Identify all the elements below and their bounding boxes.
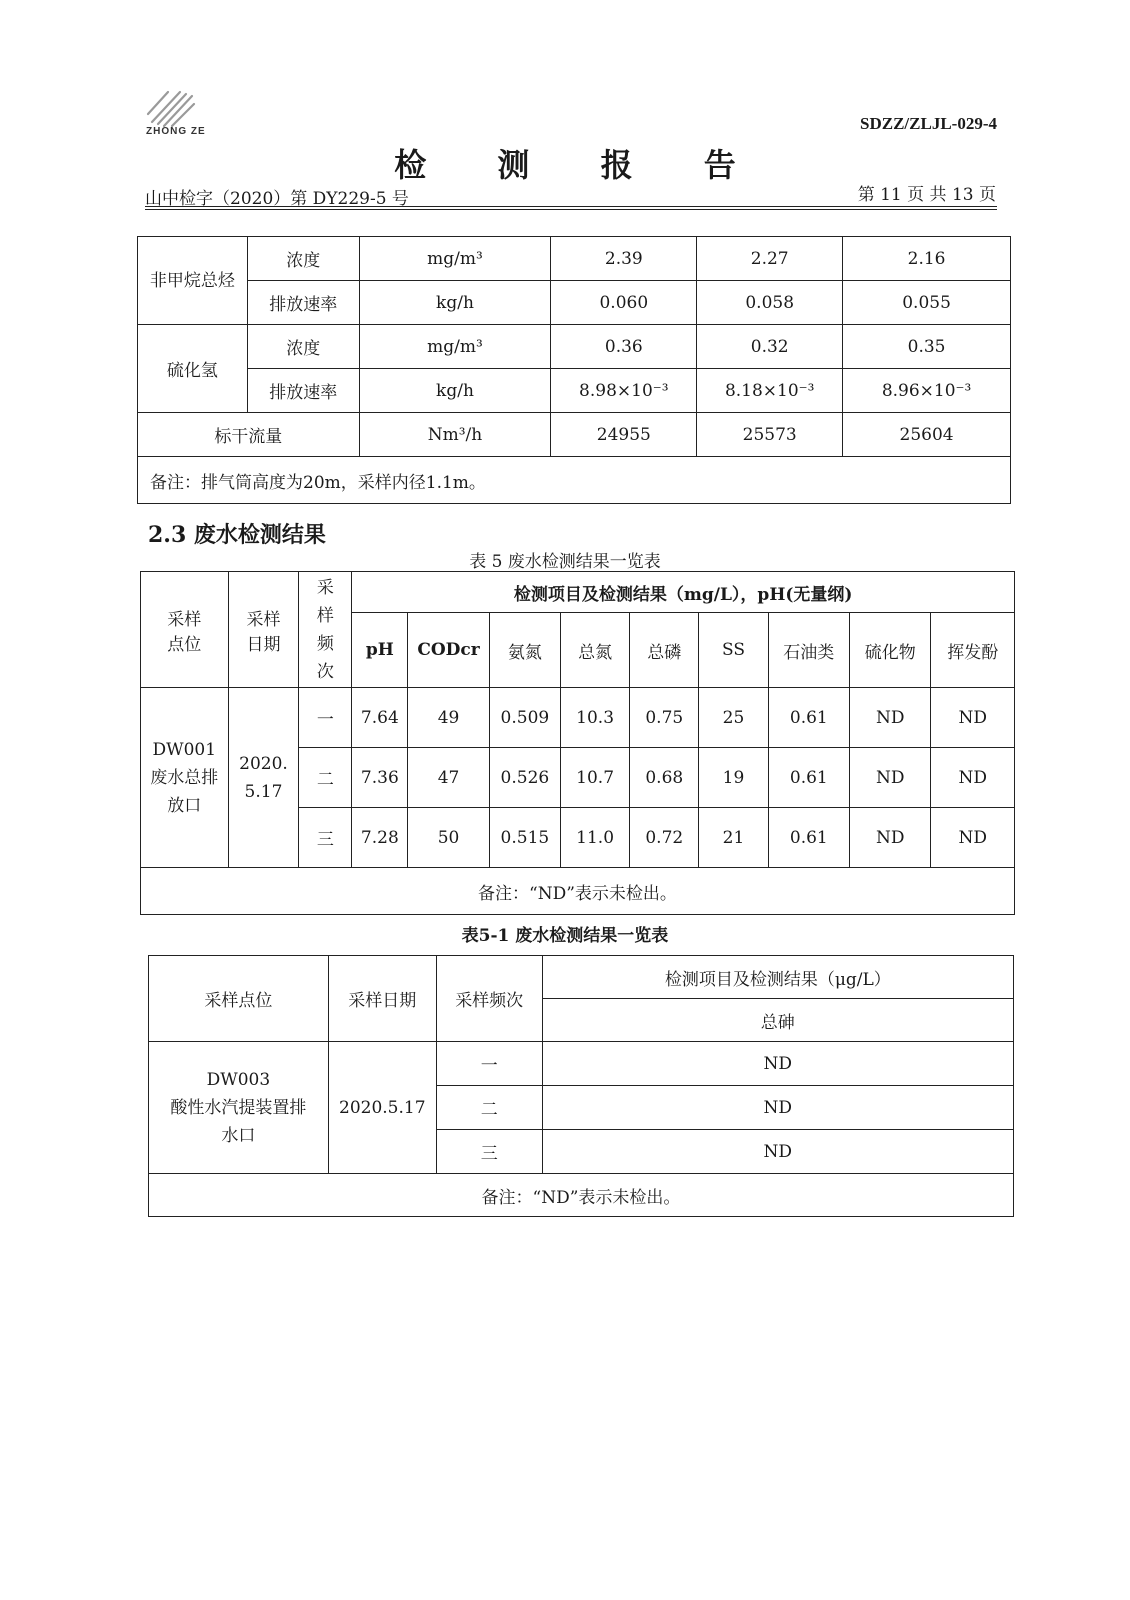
gas-results-table <box>137 236 1011 504</box>
table-note: 备注：“ND”表示未检出。 <box>141 868 1015 915</box>
header-cell: CODcr <box>408 613 489 688</box>
value-cell: 24955 <box>551 413 697 457</box>
value-cell: 2.27 <box>697 237 843 281</box>
value-cell: ND <box>931 688 1015 748</box>
table-row <box>138 457 1011 504</box>
value-cell: ND <box>542 1042 1013 1086</box>
value-cell: 49 <box>408 688 489 748</box>
value-cell: 2.16 <box>843 237 1011 281</box>
value-cell: ND <box>931 808 1015 868</box>
value-cell: ND <box>850 808 931 868</box>
header-cell: 采样日期 <box>228 572 299 688</box>
value-cell: ND <box>850 688 931 748</box>
header-cell: 采样频次 <box>299 572 352 688</box>
sample-date-cell: 2020.5.17 <box>328 1042 436 1174</box>
value-cell: 50 <box>408 808 489 868</box>
value-cell: ND <box>931 748 1015 808</box>
header-cell: 采样频次 <box>436 956 542 1042</box>
unit-cell: Nm³/h <box>359 413 551 457</box>
item-cell: 标干流量 <box>138 413 360 457</box>
freq-cell: 一 <box>436 1042 542 1086</box>
value-cell: 0.32 <box>697 325 843 369</box>
header-cell: 氨氮 <box>489 613 560 688</box>
table-row <box>138 237 1011 281</box>
header-cell: SS <box>699 613 768 688</box>
freq-cell: 二 <box>436 1086 542 1130</box>
value-cell: 7.28 <box>352 808 408 868</box>
table-row <box>138 413 1011 457</box>
table-header-row <box>141 572 1015 613</box>
header-cell: 采样点位 <box>149 956 329 1042</box>
table-row <box>149 1174 1014 1217</box>
table-row <box>141 688 1015 748</box>
header-cell: 总氮 <box>560 613 629 688</box>
header-cell: 硫化物 <box>850 613 931 688</box>
header-cell: 挥发酚 <box>931 613 1015 688</box>
sample-point-cell: DW001 废水总排放口 <box>141 688 229 868</box>
value-cell: 25604 <box>843 413 1011 457</box>
value-cell: 0.515 <box>489 808 560 868</box>
value-cell: 21 <box>699 808 768 868</box>
freq-cell: 三 <box>299 808 352 868</box>
header-cell: pH <box>352 613 408 688</box>
header-cell: 总砷 <box>542 999 1013 1042</box>
header-cell: 石油类 <box>768 613 849 688</box>
header-group-cell: 检测项目及检测结果（mg/L），pH(无量纲) <box>352 572 1015 613</box>
value-cell: 0.75 <box>630 688 699 748</box>
value-cell: 7.64 <box>352 688 408 748</box>
unit-cell: kg/h <box>359 281 551 325</box>
value-cell: 2.39 <box>551 237 697 281</box>
value-cell: 0.72 <box>630 808 699 868</box>
value-cell: ND <box>542 1130 1013 1174</box>
header-rule <box>145 206 997 207</box>
value-cell: 10.7 <box>560 748 629 808</box>
table-row <box>138 281 1011 325</box>
freq-cell: 三 <box>436 1130 542 1174</box>
value-cell: ND <box>850 748 931 808</box>
page-info: 第 11 页 共 13 页 <box>857 185 996 205</box>
table-header-row <box>149 956 1014 999</box>
value-cell: 25 <box>699 688 768 748</box>
table-row <box>138 369 1011 413</box>
value-cell: 0.61 <box>768 688 849 748</box>
arsenic-results-table <box>148 955 1014 1217</box>
value-cell: 0.61 <box>768 748 849 808</box>
value-cell: 8.98×10⁻³ <box>551 369 697 413</box>
item-cell: 非甲烷总烃 <box>138 237 248 325</box>
header-group-cell: 检测项目及检测结果（μg/L） <box>542 956 1013 999</box>
table-caption: 表 5 废水检测结果一览表 <box>469 552 661 572</box>
param-cell: 排放速率 <box>247 369 359 413</box>
document-number: SDZZ/ZLJL-029-4 <box>860 114 997 133</box>
header-rule <box>145 209 997 210</box>
value-cell: 19 <box>699 748 768 808</box>
section-title: 2.3 废水检测结果 <box>148 522 326 548</box>
value-cell: 0.526 <box>489 748 560 808</box>
sample-date-cell: 2020. 5.17 <box>228 688 299 868</box>
table-note: 备注：“ND”表示未检出。 <box>149 1174 1014 1217</box>
freq-cell: 一 <box>299 688 352 748</box>
report-title: 检 测 报 告 <box>394 146 766 184</box>
header-cell: 采样点位 <box>141 572 229 688</box>
value-cell: 0.61 <box>768 808 849 868</box>
param-cell: 浓度 <box>247 237 359 281</box>
value-cell: 8.18×10⁻³ <box>697 369 843 413</box>
wastewater-results-table <box>140 571 1015 915</box>
table-row <box>138 325 1011 369</box>
value-cell: 0.058 <box>697 281 843 325</box>
item-cell: 硫化氢 <box>138 325 248 413</box>
table-note: 备注：排气筒高度为20m，采样内径1.1m。 <box>138 457 1011 504</box>
sample-point-cell: DW003 酸性水汽提装置排 水口 <box>149 1042 329 1174</box>
header-cell: 总磷 <box>630 613 699 688</box>
table-row <box>149 1042 1014 1086</box>
table-caption: 表5-1 废水检测结果一览表 <box>461 926 669 946</box>
value-cell: 7.36 <box>352 748 408 808</box>
unit-cell: mg/m³ <box>359 237 551 281</box>
value-cell: 0.055 <box>843 281 1011 325</box>
report-id: 山中检字（2020）第 DY229-5 号 <box>145 189 409 209</box>
param-cell: 排放速率 <box>247 281 359 325</box>
logo-text: ZHONG ZE <box>146 126 206 137</box>
value-cell: 10.3 <box>560 688 629 748</box>
value-cell: 0.35 <box>843 325 1011 369</box>
unit-cell: mg/m³ <box>359 325 551 369</box>
value-cell: 0.060 <box>551 281 697 325</box>
value-cell: 0.36 <box>551 325 697 369</box>
freq-cell: 二 <box>299 748 352 808</box>
value-cell: 47 <box>408 748 489 808</box>
param-cell: 浓度 <box>247 325 359 369</box>
value-cell: 0.68 <box>630 748 699 808</box>
value-cell: 0.509 <box>489 688 560 748</box>
value-cell: 11.0 <box>560 808 629 868</box>
header-cell: 采样日期 <box>328 956 436 1042</box>
table-row <box>141 868 1015 915</box>
value-cell: 25573 <box>697 413 843 457</box>
value-cell: 8.96×10⁻³ <box>843 369 1011 413</box>
unit-cell: kg/h <box>359 369 551 413</box>
value-cell: ND <box>542 1086 1013 1130</box>
